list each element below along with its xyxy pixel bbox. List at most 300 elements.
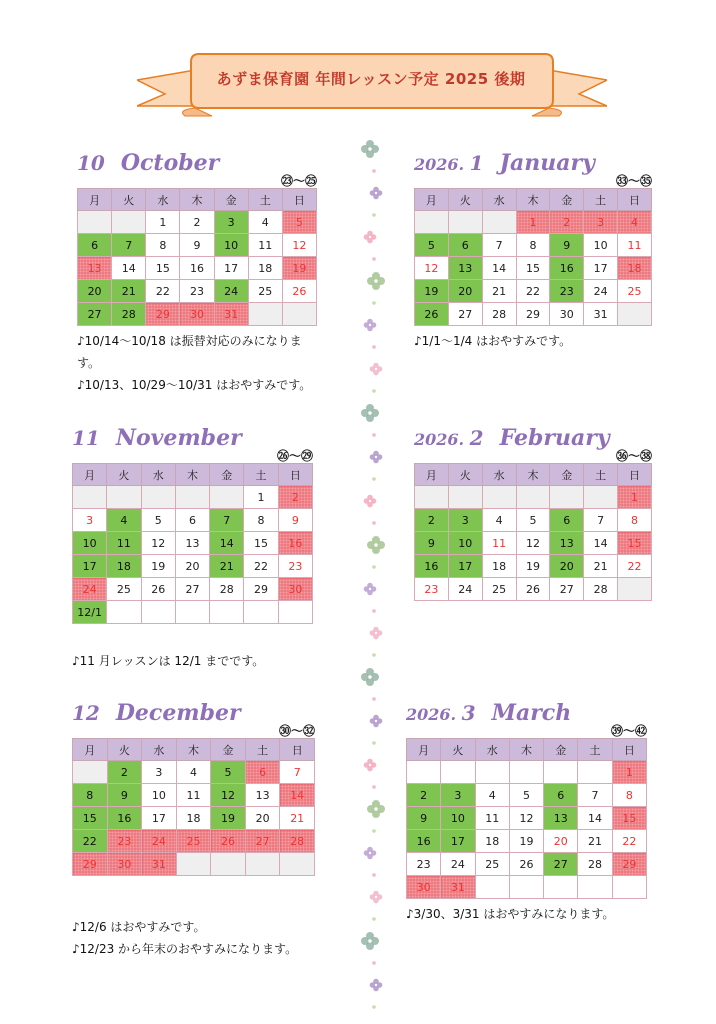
day-cell: 26 <box>509 853 543 876</box>
day-cell: 27 <box>448 303 482 326</box>
flower-icon <box>361 404 379 422</box>
flower-icon <box>361 932 379 950</box>
day-cell <box>578 761 612 784</box>
dot-icon <box>372 345 376 349</box>
flower-icon <box>370 363 383 376</box>
day-cell: 15 <box>244 532 278 555</box>
day-cell: 13 <box>245 784 280 807</box>
weekday-header: 日 <box>618 464 652 486</box>
calendar-table <box>414 188 652 326</box>
holiday-day-cell: 23 <box>107 830 142 853</box>
lesson-day-cell: 10 <box>214 234 248 257</box>
day-cell: 5 <box>141 509 175 532</box>
month-january <box>414 150 652 352</box>
note-line: ♪10/14～10/18 は振替対応のみになります。 <box>77 334 302 370</box>
dot-icon <box>372 521 376 525</box>
holiday-day-cell: 28 <box>280 830 315 853</box>
weekday-header: 月 <box>415 464 449 486</box>
lesson-day-cell: 13 <box>448 257 482 280</box>
day-cell: 20 <box>175 555 209 578</box>
day-cell: 3 <box>142 761 177 784</box>
month-october <box>77 150 317 396</box>
month-header <box>77 150 317 188</box>
holiday-day-cell: 24 <box>73 578 107 601</box>
flower-icon <box>364 319 377 332</box>
day-cell <box>244 601 278 624</box>
dot-icon <box>372 961 376 965</box>
note-line: ♪11 月レッスンは 12/1 までです。 <box>72 654 265 668</box>
holiday-day-cell: 26 <box>211 830 246 853</box>
lesson-day-cell: 14 <box>210 532 244 555</box>
day-cell: 11 <box>618 234 652 257</box>
day-cell: 26 <box>516 578 550 601</box>
day-cell: 16 <box>180 257 214 280</box>
day-cell <box>618 303 652 326</box>
day-cell: 21 <box>584 555 618 578</box>
lesson-numbers: ㉓～㉕ <box>280 174 317 188</box>
day-cell <box>544 761 578 784</box>
day-cell <box>482 211 516 234</box>
weekday-header: 金 <box>544 739 578 761</box>
lesson-day-cell: 16 <box>107 807 142 830</box>
day-cell <box>578 876 612 899</box>
lesson-day-cell: 6 <box>550 509 584 532</box>
lesson-numbers: ㉚～㉜ <box>278 724 315 738</box>
lesson-day-cell: 17 <box>441 830 475 853</box>
weekday-header: 金 <box>211 739 246 761</box>
day-cell <box>78 211 112 234</box>
day-cell <box>176 853 211 876</box>
day-cell: 25 <box>618 280 652 303</box>
day-cell: 4 <box>176 761 211 784</box>
calendar-week <box>415 257 652 280</box>
dot-icon <box>372 477 376 481</box>
day-cell <box>618 578 652 601</box>
lesson-day-cell: 16 <box>407 830 441 853</box>
day-cell: 12 <box>141 532 175 555</box>
month-year: 2026. <box>406 705 462 724</box>
note-line: ♪12/6 はおやすみです。 <box>72 920 206 934</box>
calendar-week <box>415 532 652 555</box>
day-cell: 8 <box>618 509 652 532</box>
calendar-week <box>73 532 313 555</box>
calendar-week <box>407 784 647 807</box>
holiday-day-cell: 27 <box>245 830 280 853</box>
holiday-day-cell: 1 <box>612 761 646 784</box>
calendar-week <box>78 257 317 280</box>
day-cell: 7 <box>584 509 618 532</box>
holiday-day-cell: 1 <box>516 211 550 234</box>
lesson-day-cell: 9 <box>415 532 449 555</box>
month-name: February <box>499 425 610 451</box>
weekday-header: 火 <box>107 464 141 486</box>
weekday-header: 金 <box>550 464 584 486</box>
flower-icon <box>370 891 383 904</box>
day-cell <box>509 761 543 784</box>
day-cell: 24 <box>584 280 618 303</box>
day-cell: 14 <box>578 807 612 830</box>
weekday-header: 水 <box>141 464 175 486</box>
month-number: 12 <box>72 701 100 725</box>
lesson-day-cell: 26 <box>415 303 449 326</box>
weekday-header: 日 <box>282 189 316 211</box>
day-cell <box>175 486 209 509</box>
note-line: ♪10/13、10/29～10/31 はおやすみです。 <box>77 378 312 392</box>
month-name: January <box>499 150 595 176</box>
calendar-week <box>73 761 315 784</box>
day-cell: 22 <box>244 555 278 578</box>
month-name: December <box>115 700 241 726</box>
flower-icon <box>367 800 385 818</box>
calendar-week <box>415 486 652 509</box>
month-notes <box>406 903 647 925</box>
calendar-week <box>415 280 652 303</box>
weekday-header: 火 <box>441 739 475 761</box>
lesson-day-cell: 8 <box>73 784 108 807</box>
calendar-week <box>407 853 647 876</box>
weekday-header: 火 <box>107 739 142 761</box>
flower-icon <box>370 979 383 992</box>
day-cell: 2 <box>180 211 214 234</box>
day-cell <box>248 303 282 326</box>
lesson-day-cell: 7 <box>112 234 146 257</box>
weekday-header: 木 <box>180 189 214 211</box>
holiday-day-cell: 29 <box>73 853 108 876</box>
day-cell <box>448 486 482 509</box>
calendar-week <box>78 303 317 326</box>
day-cell: 23 <box>278 555 312 578</box>
weekday-header: 水 <box>482 464 516 486</box>
day-cell <box>415 486 449 509</box>
day-cell: 29 <box>516 303 550 326</box>
lesson-day-cell: 5 <box>415 234 449 257</box>
day-cell: 7 <box>280 761 315 784</box>
holiday-day-cell: 15 <box>618 532 652 555</box>
day-cell: 15 <box>146 257 180 280</box>
calendar-week <box>73 509 313 532</box>
day-cell: 7 <box>578 784 612 807</box>
day-cell: 25 <box>107 578 141 601</box>
lesson-day-cell: 18 <box>107 555 141 578</box>
lesson-day-cell: 6 <box>448 234 482 257</box>
weekday-header: 月 <box>73 464 107 486</box>
day-cell <box>107 601 141 624</box>
month-number: 2 <box>469 426 484 450</box>
weekday-header: 木 <box>509 739 543 761</box>
lesson-day-cell: 17 <box>73 555 107 578</box>
day-cell <box>282 303 316 326</box>
lesson-day-cell: 10 <box>73 532 107 555</box>
day-cell: 21 <box>482 280 516 303</box>
day-cell <box>73 486 107 509</box>
day-cell: 8 <box>146 234 180 257</box>
day-cell: 30 <box>550 303 584 326</box>
calendar-table <box>414 463 652 601</box>
day-cell: 9 <box>180 234 214 257</box>
lesson-day-cell: 2 <box>407 784 441 807</box>
holiday-day-cell: 4 <box>618 211 652 234</box>
month-header <box>414 425 652 463</box>
day-cell: 12 <box>415 257 449 280</box>
lesson-numbers: ㊱～㊳ <box>615 449 652 463</box>
day-cell <box>482 486 516 509</box>
day-cell: 4 <box>475 784 509 807</box>
day-cell: 18 <box>475 830 509 853</box>
weekday-header: 金 <box>550 189 584 211</box>
holiday-day-cell: 5 <box>282 211 316 234</box>
note-line: ♪1/1～1/4 はおやすみです。 <box>414 334 572 348</box>
calendar-week <box>73 486 313 509</box>
holiday-day-cell: 16 <box>278 532 312 555</box>
day-cell: 25 <box>475 853 509 876</box>
flower-icon <box>361 668 379 686</box>
flower-decoration <box>352 135 392 1015</box>
weekday-header: 火 <box>448 189 482 211</box>
holiday-day-cell: 14 <box>280 784 315 807</box>
dot-icon <box>372 785 376 789</box>
day-cell <box>210 601 244 624</box>
lesson-day-cell: 24 <box>214 280 248 303</box>
weekday-header: 土 <box>245 739 280 761</box>
lesson-day-cell: 20 <box>550 555 584 578</box>
calendar-table <box>72 463 313 624</box>
month-name: November <box>115 425 242 451</box>
month-header <box>406 700 647 738</box>
month-name: March <box>491 700 572 726</box>
dot-icon <box>372 917 376 921</box>
page-title: あずま保育園 年間レッスン予定 2025 後期 <box>216 70 526 88</box>
day-cell: 12 <box>282 234 316 257</box>
day-cell <box>141 601 175 624</box>
flower-icon <box>364 231 377 244</box>
day-cell <box>509 876 543 899</box>
lesson-day-cell: 3 <box>214 211 248 234</box>
calendar-week <box>73 853 315 876</box>
flower-icon <box>367 536 385 554</box>
day-cell: 8 <box>516 234 550 257</box>
calendar-week <box>415 234 652 257</box>
weekday-header: 水 <box>142 739 177 761</box>
day-cell: 25 <box>482 578 516 601</box>
day-cell: 7 <box>482 234 516 257</box>
lesson-day-cell: 27 <box>544 853 578 876</box>
weekday-header: 水 <box>482 189 516 211</box>
lesson-day-cell: 12/1 <box>73 601 107 624</box>
holiday-day-cell: 19 <box>282 257 316 280</box>
month-number: 1 <box>469 151 484 175</box>
weekday-header: 日 <box>278 464 312 486</box>
dot-icon <box>372 389 376 393</box>
holiday-day-cell: 29 <box>612 853 646 876</box>
calendar-week <box>407 876 647 899</box>
day-cell: 28 <box>578 853 612 876</box>
day-cell: 27 <box>550 578 584 601</box>
day-cell: 18 <box>176 807 211 830</box>
holiday-day-cell: 2 <box>550 211 584 234</box>
day-cell: 11 <box>176 784 211 807</box>
weekday-header: 土 <box>244 464 278 486</box>
day-cell: 19 <box>516 555 550 578</box>
day-cell: 1 <box>244 486 278 509</box>
day-cell <box>441 761 475 784</box>
day-cell <box>211 853 246 876</box>
day-cell: 26 <box>141 578 175 601</box>
weekday-header: 火 <box>112 189 146 211</box>
day-cell: 31 <box>584 303 618 326</box>
lesson-day-cell: 10 <box>441 807 475 830</box>
weekday-header: 木 <box>516 464 550 486</box>
day-cell: 28 <box>482 303 516 326</box>
dot-icon <box>372 169 376 173</box>
day-cell: 23 <box>180 280 214 303</box>
holiday-day-cell: 15 <box>612 807 646 830</box>
month-notes <box>77 330 317 396</box>
day-cell: 26 <box>282 280 316 303</box>
weekday-header: 金 <box>210 464 244 486</box>
calendar-table <box>72 738 315 876</box>
day-cell: 29 <box>244 578 278 601</box>
title-banner <box>137 50 607 122</box>
calendar-week <box>73 830 315 853</box>
day-cell: 12 <box>516 532 550 555</box>
lesson-day-cell: 9 <box>407 807 441 830</box>
holiday-day-cell: 13 <box>78 257 112 280</box>
holiday-day-cell: 3 <box>584 211 618 234</box>
day-cell: 28 <box>584 578 618 601</box>
day-cell <box>544 876 578 899</box>
dot-icon <box>372 213 376 217</box>
lesson-day-cell: 3 <box>448 509 482 532</box>
day-cell: 14 <box>482 257 516 280</box>
calendar-week <box>415 211 652 234</box>
flower-icon <box>370 451 383 464</box>
flower-icon <box>361 140 379 158</box>
day-cell: 22 <box>618 555 652 578</box>
calendar-week <box>73 578 313 601</box>
day-cell: 17 <box>214 257 248 280</box>
day-cell <box>407 761 441 784</box>
lesson-day-cell: 6 <box>78 234 112 257</box>
lesson-day-cell: 5 <box>211 761 246 784</box>
weekday-header: 火 <box>448 464 482 486</box>
day-cell: 5 <box>516 509 550 532</box>
calendar-week <box>407 761 647 784</box>
lesson-numbers: ㉝～㉟ <box>615 174 652 188</box>
dot-icon <box>372 653 376 657</box>
flower-icon <box>364 759 377 772</box>
note-line: ♪12/23 から年末のおやすみになります。 <box>72 942 298 956</box>
day-cell <box>73 761 108 784</box>
day-cell: 19 <box>141 555 175 578</box>
calendar-week <box>73 784 315 807</box>
lesson-day-cell: 2 <box>107 761 142 784</box>
day-cell: 13 <box>175 532 209 555</box>
dot-icon <box>372 565 376 569</box>
day-cell: 22 <box>516 280 550 303</box>
weekday-header: 月 <box>415 189 449 211</box>
weekday-header: 木 <box>175 464 209 486</box>
dot-icon <box>372 741 376 745</box>
lesson-day-cell: 11 <box>107 532 141 555</box>
day-cell: 25 <box>248 280 282 303</box>
month-header <box>72 700 315 738</box>
day-cell <box>448 211 482 234</box>
day-cell <box>475 761 509 784</box>
month-year: 2026. <box>414 155 470 174</box>
lesson-day-cell: 16 <box>550 257 584 280</box>
calendar-week <box>78 234 317 257</box>
flower-icon <box>364 847 377 860</box>
lesson-day-cell: 15 <box>73 807 108 830</box>
flower-icon <box>370 187 383 200</box>
weekday-header: 木 <box>176 739 211 761</box>
month-header <box>72 425 313 463</box>
month-name: October <box>120 150 220 176</box>
day-cell: 6 <box>175 509 209 532</box>
day-cell: 8 <box>612 784 646 807</box>
note-line: ♪3/30、3/31 はおやすみになります。 <box>406 907 615 921</box>
calendar-week <box>73 555 313 578</box>
day-cell: 22 <box>146 280 180 303</box>
weekday-header: 土 <box>248 189 282 211</box>
day-cell: 24 <box>441 853 475 876</box>
month-year: 2026. <box>414 430 470 449</box>
dot-icon <box>372 609 376 613</box>
lesson-day-cell: 19 <box>211 807 246 830</box>
lesson-day-cell: 19 <box>415 280 449 303</box>
day-cell: 20 <box>544 830 578 853</box>
lesson-day-cell: 13 <box>544 807 578 830</box>
lesson-day-cell: 12 <box>211 784 246 807</box>
holiday-day-cell: 31 <box>441 876 475 899</box>
calendar-week <box>415 303 652 326</box>
day-cell: 11 <box>475 807 509 830</box>
calendar-week <box>415 578 652 601</box>
calendar-week <box>407 807 647 830</box>
day-cell <box>415 211 449 234</box>
flower-icon <box>367 272 385 290</box>
holiday-day-cell: 31 <box>142 853 177 876</box>
holiday-day-cell: 30 <box>407 876 441 899</box>
holiday-day-cell: 30 <box>180 303 214 326</box>
holiday-day-cell: 2 <box>278 486 312 509</box>
lesson-day-cell: 20 <box>448 280 482 303</box>
day-cell <box>550 486 584 509</box>
flower-icon <box>364 583 377 596</box>
day-cell <box>112 211 146 234</box>
weekday-header: 土 <box>584 464 618 486</box>
lesson-day-cell: 28 <box>112 303 146 326</box>
weekday-header: 木 <box>516 189 550 211</box>
weekday-header: 日 <box>612 739 646 761</box>
day-cell: 14 <box>584 532 618 555</box>
weekday-header: 土 <box>584 189 618 211</box>
day-cell: 10 <box>584 234 618 257</box>
day-cell <box>107 486 141 509</box>
day-cell <box>516 486 550 509</box>
lesson-day-cell: 9 <box>107 784 142 807</box>
flower-icon <box>370 715 383 728</box>
day-cell: 10 <box>142 784 177 807</box>
calendar-week <box>415 555 652 578</box>
lesson-day-cell: 20 <box>78 280 112 303</box>
lesson-day-cell: 10 <box>448 532 482 555</box>
lesson-day-cell: 6 <box>544 784 578 807</box>
lesson-day-cell: 21 <box>210 555 244 578</box>
holiday-day-cell: 30 <box>278 578 312 601</box>
day-cell <box>245 853 280 876</box>
day-cell: 5 <box>509 784 543 807</box>
